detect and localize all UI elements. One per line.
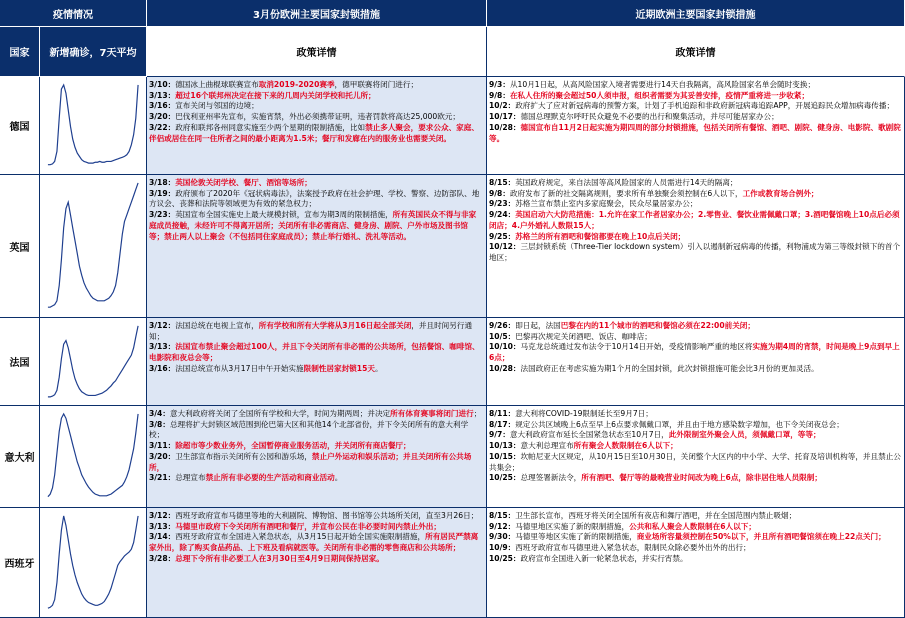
policy-text: ，并且时间另行通知；: [149, 321, 473, 341]
sparkline-svg: [40, 508, 146, 617]
policy-entry: [489, 80, 901, 91]
policy-entry: [489, 189, 901, 200]
sparkline-svg: [40, 406, 146, 507]
policy-date: 3/18：: [149, 178, 176, 187]
policy-text: 总理签署新法令，: [520, 473, 582, 483]
policy-entry: [489, 532, 901, 543]
policy-text: 政府扩大了应对新冠病毒的预警方案，计划了手机追踪和非政府新冠病毒追踪APP，开展追踪民众增加病毒传播；: [515, 101, 895, 111]
policy-text: 意大利总理宣布: [520, 441, 574, 451]
policy-text: 政府颁布了2020年《冠状病毒法》，法案授予政府在社会护理、学校、警察、边防部队、地方议会、丧葬和法院等领域更为有效的紧急权力；: [149, 188, 480, 209]
policy-date: 3/10：: [149, 80, 176, 89]
policy-entry: [149, 189, 483, 210]
policy-date: 3/12：: [149, 321, 176, 330]
policy-text: 马德里市政府下令关闭所有酒吧和餐厅，并宣布公民在非必要时间内禁止外出；: [175, 521, 441, 531]
new-cases-sparkline: [40, 175, 147, 318]
policy-date: 8/15：: [489, 178, 516, 187]
policy-date: 9/12：: [489, 521, 516, 531]
policy-date: 9/25：: [489, 231, 516, 241]
policy-text: 所有学校和所有大学将从3月16日起全部关闭: [258, 321, 412, 330]
policy-text: 马德里地区实施了新的限制措施，: [515, 521, 630, 531]
header-march-policy: 3月份欧洲主要国家封锁措施: [147, 0, 487, 27]
policy-text: 所有聚会人数限制在6人以下；: [573, 441, 678, 451]
policy-date: 10/13：: [489, 441, 521, 451]
policy-date: 8/15：: [489, 511, 516, 520]
march-policy-cell: [147, 77, 487, 175]
policy-text: 所有酒吧、餐厅等的最晚营业时间改为晚上6点，除非居住地人员限制；: [581, 473, 822, 483]
policy-date: 3/20：: [149, 451, 176, 461]
policy-text: 所有英国民众不得与非家庭成员接触，未经许可不得离开居所；关闭所有非必需商店、健身房、剧院、户外市场及图书馆等；禁止两人以上聚会（不包括同住家庭成员）；禁止举行婚礼、洗礼等活动。: [149, 210, 477, 241]
policy-date: 9/8：: [489, 90, 510, 100]
march-policy-cell: [147, 318, 487, 406]
policy-text: 西班牙政府宣布全国进入紧急状态，从3月15日起开始全国实施限制措施，: [175, 532, 426, 542]
policy-date: 9/23：: [489, 199, 516, 209]
series-line: [48, 414, 138, 497]
policy-text: 实施为期4周的宵禁，时间是晚上9点到早上6点；: [489, 342, 900, 363]
recent-policy-cell: [487, 175, 905, 318]
recent-policy-cell: [487, 77, 905, 175]
policy-text: 禁止所有非必要的生产活动和商业活动: [205, 473, 335, 483]
policy-text: 。: [374, 363, 383, 373]
policy-entry: [489, 91, 901, 102]
series-line: [48, 326, 138, 397]
policy-entry: [149, 210, 483, 242]
policy-entry: [149, 554, 483, 565]
policy-date: 3/28：: [149, 553, 176, 563]
policy-entry: [489, 321, 901, 332]
policy-entry: [149, 511, 483, 522]
policy-text: 马德里等地区实施了新的限制措施，: [515, 532, 637, 542]
policy-text: 从10月1日起，从高风险国家入境者需要进行14天自我隔离，高风险国家名单会随时变换；: [509, 80, 816, 89]
country-label: 法国: [0, 318, 40, 406]
policy-entry: [149, 441, 483, 452]
policy-text: 限制性居家封锁15天: [303, 363, 375, 373]
policy-text: 。: [334, 473, 343, 483]
policy-text: 法国政府正在考虑实施为期1个月的全国封锁，此次封锁措施可能会比3月份的更加灵活。: [520, 363, 819, 373]
policy-text: 西班牙政府宣布马德里等地的大利剧院、博物馆、图书馆等公共场所关闭，直至3月26日；: [175, 511, 479, 520]
policy-text: 商业场所容量须控制在50%以下，并且所有酒吧餐馆须在晚上22点关门；: [636, 532, 886, 542]
policy-entry: [149, 80, 483, 91]
policy-entry: [489, 522, 901, 533]
policy-entry: [149, 342, 483, 363]
policy-entry: [489, 342, 901, 363]
policy-entry: [489, 554, 901, 565]
policy-text: 意大利政府将关闭了全国所有学校和大学，时间为期两周；并决定: [169, 409, 391, 418]
policy-entry: [489, 210, 901, 231]
policy-text: 巴伐利亚州率先宣布，实施宵禁，外出必须携带证明，违者罚款将高达25,000欧元；: [175, 112, 460, 122]
march-policy-cell: [147, 175, 487, 318]
sparkline-svg: [40, 175, 146, 317]
march-policy-cell: [147, 406, 487, 508]
country-label: 意大利: [0, 406, 40, 508]
policy-entry: [149, 452, 483, 473]
policy-text: 英国伦敦关闭学校、餐厅、酒馆等场所；: [175, 178, 312, 187]
policy-entry: [149, 123, 483, 144]
policy-text: 法国总统宣布从3月17日中午开始实施: [175, 363, 304, 373]
new-cases-sparkline: [40, 406, 147, 508]
policy-entry: [489, 430, 901, 441]
policy-entry: [489, 364, 901, 375]
policy-entry: [149, 91, 483, 102]
sparkline-svg: [40, 77, 146, 174]
policy-date: 9/26：: [489, 321, 516, 330]
policy-date: 10/2：: [489, 101, 516, 111]
policy-text: 法国总统在电视上宣布，: [175, 321, 259, 330]
policy-date: 10/12：: [489, 242, 521, 252]
policy-date: 9/30：: [489, 532, 516, 542]
policy-text: 英国启动六大防范措施：1.允许在家工作者居家办公；2.零售业、餐饮业需佩戴口罩；3.酒吧餐馆晚上10点后必须闭店；4.户外婚礼人数限15人；: [489, 210, 900, 230]
policy-text: 法国宣布禁止聚会超过100人，并且下令关闭所有非必需的公共场所，包括餐馆、咖啡馆、电影院和夜总会等；: [149, 342, 480, 363]
policy-text: 公共和私人聚会人数限制在6人以下；: [629, 521, 756, 531]
header-recent-policy: 近期欧洲主要国家封锁措施: [487, 0, 905, 27]
policy-date: 3/20：: [149, 112, 176, 122]
header-new-cases: 新增确诊，7天平均: [40, 27, 147, 77]
policy-entry: [149, 420, 483, 441]
policy-entry: [149, 532, 483, 553]
policy-text: 超过16个联邦州决定在接下来的几周内关闭学校和托儿所；: [175, 90, 376, 100]
policy-text: 德国总理默克尔呼吁民众避免不必要的出行和聚集活动，并尽可能居家办公；: [520, 112, 779, 122]
policy-entry: [489, 511, 901, 522]
series-line: [48, 516, 138, 608]
policy-date: 10/25：: [489, 473, 521, 483]
policy-date: 10/28：: [489, 363, 521, 373]
policy-text: 马克龙总统通过发布法令于10月14日开始，受疫情影响严重的地区将: [520, 342, 753, 352]
policy-text: 禁止户外运动和娱乐活动；并且关闭所有公共场所，: [149, 451, 472, 472]
policy-entry: [149, 321, 483, 342]
policy-text: 禁止多人聚会，要求公众、家庭、伴侣或居住在同一住所者之间的最小距离为1.5米；餐厅和发廊在内的服务业也需要关闭。: [149, 122, 479, 143]
sparkline-svg: [40, 318, 146, 405]
policy-entry: [489, 178, 901, 189]
policy-entry: [489, 543, 901, 554]
policy-text: 卫生部宣布指示关闭所有公园和游乐场，: [175, 451, 312, 461]
policy-date: 10/10：: [489, 342, 521, 352]
policy-date: 3/11：: [149, 441, 176, 451]
policy-entry: [149, 101, 483, 112]
policy-entry: [489, 452, 901, 473]
policy-entry: [489, 112, 901, 123]
policy-entry: [149, 409, 483, 420]
header-country: 国家: [0, 27, 40, 77]
policy-date: 10/15：: [489, 451, 521, 461]
policy-date: 3/4：: [149, 409, 170, 418]
policy-text: 在私人住所的聚会超过50人须申报，组织者需要为其妥善安排，疫情严重将进一步收紧；: [509, 90, 810, 100]
policy-date: 10/5：: [489, 331, 516, 341]
policy-date: 3/16：: [149, 101, 176, 111]
policy-date: 3/12：: [149, 511, 176, 520]
policy-text: 宣布关闭与邻国的边境；: [175, 101, 259, 111]
policy-text: 总理下令所有非必要工人在3月30日至4月9日期间保持居家。: [175, 553, 384, 563]
policy-text: 政府宣布全国进入新一轮紧急状态，并实行宵禁。: [520, 553, 688, 563]
policy-text: 意大利将COVID-19限制延长至9月7日；: [515, 409, 653, 418]
policy-date: 3/21：: [149, 473, 176, 483]
policy-entry: [489, 242, 901, 263]
policy-text: ，德甲联赛将闭门进行；: [334, 80, 419, 89]
policy-date: 3/19：: [149, 188, 176, 198]
policy-entry: [489, 332, 901, 343]
policy-date: 3/13：: [149, 521, 176, 531]
policy-text: 巴黎在内的11个城市的酒吧和餐馆必须在22:00前关闭；: [560, 321, 755, 330]
policy-date: 3/13：: [149, 90, 176, 100]
policy-entry: [489, 232, 901, 243]
policy-text: 英国政府规定，来自法国等高风险国家的人员需进行14天的隔离；: [515, 178, 738, 187]
new-cases-sparkline: [40, 318, 147, 406]
policy-date: 10/9：: [489, 543, 516, 553]
policy-text: 工作或教育场合例外；: [742, 188, 819, 198]
march-policy-cell: [147, 508, 487, 618]
header-epidemic: 疫情情况: [0, 0, 147, 27]
country-label: 西班牙: [0, 508, 40, 618]
policy-text: 意大利政府宣布延长全国紧急状态至10月7日，: [509, 430, 669, 440]
policy-date: 10/17：: [489, 112, 521, 122]
policy-date: 8/11：: [489, 409, 516, 418]
policy-entry: [489, 473, 901, 484]
policy-entry: [149, 364, 483, 375]
header-policy-detail-mid: 政策详情: [147, 27, 487, 77]
policy-text: 西班牙政府宣布马德里进入紧急状态，限制民众除必要外出外的出行；: [515, 543, 751, 553]
policy-entry: [149, 473, 483, 484]
recent-policy-cell: [487, 508, 905, 618]
policy-date: 3/23：: [149, 210, 176, 220]
policy-text: 政府和联邦各州同意实施至少两个星期的限制措施，比如: [175, 122, 366, 132]
policy-text: 即日起，法国: [515, 321, 561, 330]
recent-policy-cell: [487, 406, 905, 508]
policy-text: ；: [473, 409, 482, 418]
policy-date: 9/8：: [489, 188, 510, 198]
policy-date: 10/25：: [489, 553, 521, 563]
policy-entry: [149, 522, 483, 533]
policy-entry: [489, 199, 901, 210]
policy-text: 英国宣布全国实施史上最大规模封锁，宣布为期3周的限制措施，: [175, 210, 393, 220]
policy-text: 苏格兰的所有酒吧和餐馆都要在晚上10点后关闭；: [515, 231, 686, 241]
policy-text: 总理将扩大封锁区域范围到伦巴第大区和其他14个北部省份，并下令关闭所有的意大利学校；: [149, 419, 469, 440]
policy-text: 除超市等少数业务外，全国暂停商业服务活动，并关闭所有商店餐厅；: [175, 441, 411, 451]
policy-text: 规定公共区域晚上6点至早上6点要求佩戴口罩，并且由于地方感染数字增加，也下令关闭夜总会；: [515, 419, 844, 429]
policy-text: 此外限制室外聚会人员，须佩戴口罩，等等；: [668, 430, 821, 440]
policy-entry: [489, 409, 901, 420]
recent-policy-cell: [487, 318, 905, 406]
policy-date: 3/22：: [149, 122, 176, 132]
policy-entry: [489, 123, 901, 144]
policy-date: 9/24：: [489, 210, 516, 220]
policy-text: 巴黎再次规定关闭酒吧、饭店、咖啡店；: [515, 331, 652, 341]
policy-text: 坎帕尼亚大区规定，从10月15日至10月30日，关闭整个大区内的中小学、大学、托育及培训机构等，并且禁止公共集会；: [489, 451, 901, 472]
policy-text: 德国宣布自11月2日起实施为期四周的部分封锁措施，包括关闭所有餐馆、酒吧、剧院、健身房、电影院、歌剧院等。: [489, 122, 901, 143]
policy-date: 10/28：: [489, 122, 521, 132]
policy-date: 3/16：: [149, 363, 176, 373]
policy-text: 卫生部长宣布，西班牙将关闭全国所有夜店和舞厅酒吧，并在全国范围内禁止吸烟；: [515, 511, 797, 520]
policy-date: 9/7：: [489, 430, 510, 440]
series-line: [48, 85, 138, 165]
policy-text: 所有居民严禁离家外出，除了购买食品药品、上下班及看病就医等。关闭所有非必需的零售商店和公共场所；: [149, 532, 479, 553]
policy-text: 德国冰上曲棍球联赛宣布: [175, 80, 259, 89]
policy-entry: [149, 112, 483, 123]
policy-entry: [149, 178, 483, 189]
series-line: [48, 183, 138, 307]
policy-entry: [489, 441, 901, 452]
policy-text: 取消2019-2020赛季: [258, 80, 335, 89]
header-policy-detail-right: 政策详情: [487, 27, 905, 77]
country-label: 英国: [0, 175, 40, 318]
new-cases-sparkline: [40, 77, 147, 175]
policy-text: 所有体育赛事将闭门进行: [390, 409, 474, 418]
new-cases-sparkline: [40, 508, 147, 618]
policy-entry: [489, 101, 901, 112]
country-label: 德国: [0, 77, 40, 175]
policy-date: 3/13：: [149, 342, 176, 352]
policy-date: 8/17：: [489, 419, 516, 429]
policy-text: 三层封锁系统（Three-Tier lockdown system）引入以遏制新冠病毒的传播，利物浦成为第三等级封锁下的首个地区；: [489, 242, 901, 262]
policy-date: 3/14：: [149, 532, 176, 542]
policy-date: 3/8：: [149, 419, 170, 429]
policy-text: 苏格兰宣布禁止室内多家庭聚会，民众尽量居家办公；: [515, 199, 698, 209]
policy-date: 9/3：: [489, 80, 510, 89]
policy-text: 总理宣布: [175, 473, 206, 483]
policy-entry: [489, 420, 901, 431]
policy-text: 政府发布了新的社交隔离规则，要求所有单独聚会须控制在6人以下，: [509, 188, 743, 198]
